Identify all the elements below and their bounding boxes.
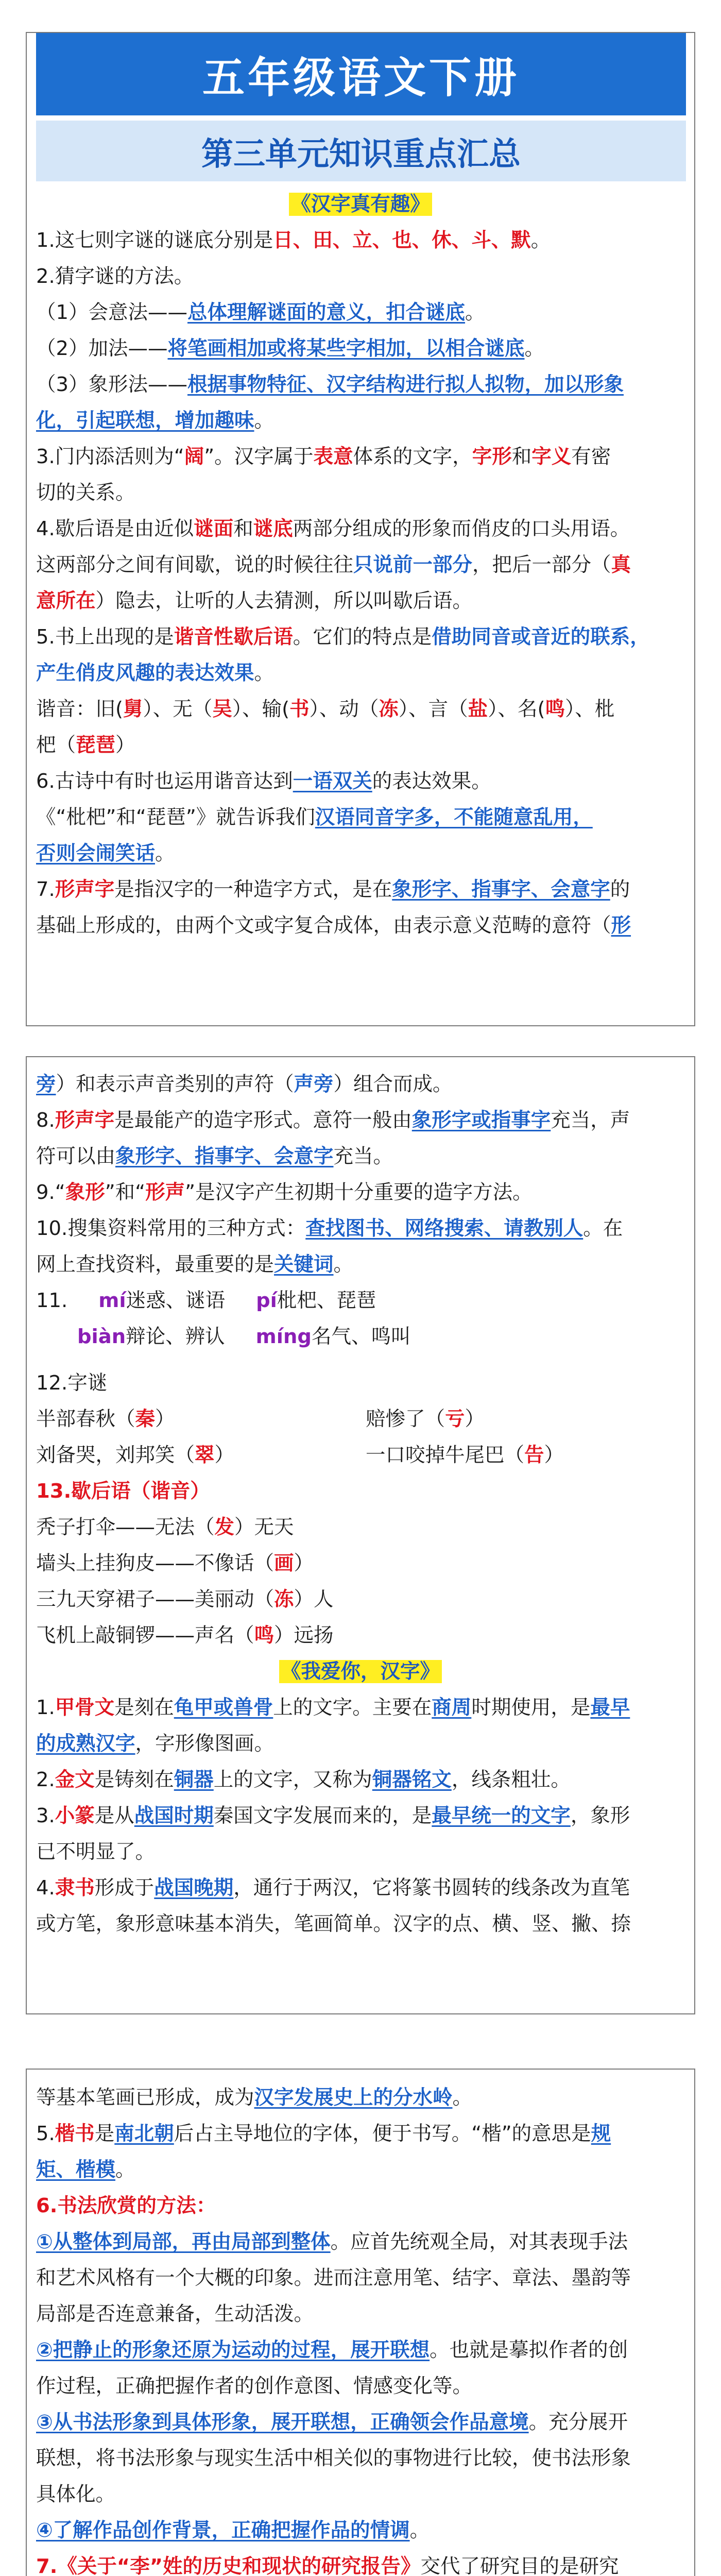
text-line: 1.这七则字谜的谜底分别是日、田、立、也、休、斗、默。 xyxy=(36,229,551,252)
page-1-content xyxy=(36,187,685,944)
section-heading: 《我爱你，汉字》 xyxy=(36,1654,685,1690)
text-line: （2）加法——将笔画相加或将某些字相加，以相合谜底。 xyxy=(36,337,545,360)
text-line: 墙头上挂狗皮——不像话（画） xyxy=(36,1552,314,1575)
text-line: 刘备哭，刘邦笑（翠） 一口咬掉牛尾巴（告） xyxy=(36,1444,564,1467)
text-line: 秃子打伞——无法（发）无天 xyxy=(36,1516,294,1539)
text-line: 3.小篆是从战国时期秦国文字发展而来的，是最早统一的文字，象形 xyxy=(36,1804,630,1827)
text-line: 5.书上出现的是谐音性歇后语。它们的特点是借助同音或音近的联系， xyxy=(36,625,650,649)
text-line: 6.古诗中有时也运用谐音达到一语双关的表达效果。 xyxy=(36,770,491,793)
text-line: 等基本笔画已形成，成为汉字发展史上的分水岭。 xyxy=(36,2086,473,2109)
text-line: 《“枇杷”和“琵琶”》就告诉我们汉语同音字多，不能随意乱用， xyxy=(36,806,593,829)
text-line: 1.甲骨文是刻在龟甲或兽骨上的文字。主要在商周时期使用，是最早 xyxy=(36,1696,630,1719)
text-line: 具体化。 xyxy=(36,2483,116,2506)
text-line: 矩、楷模。 xyxy=(36,2158,135,2181)
text-line: 4.隶书形成于战国晚期，通行于两汉，它将篆书圆转的线条改为直笔 xyxy=(36,1876,630,1900)
text-line: 12.字谜 xyxy=(36,1371,108,1395)
text-line: ①从整体到局部，再由局部到整体。应首先统观全局，对其表现手法 xyxy=(36,2230,628,2253)
text-line: 和艺术风格有一个大概的印象。进而注意用笔、结字、章法、墨韵等 xyxy=(36,2266,631,2290)
text-line: （1）会意法——总体理解谜面的意义，扣合谜底。 xyxy=(36,301,485,324)
text-line: 已不明显了。 xyxy=(36,1840,156,1863)
text-line: 联想，将书法形象与现实生活中相关似的事物进行比较，使书法形象 xyxy=(36,2447,631,2470)
text-line: 否则会闹笑话。 xyxy=(36,842,175,865)
page-2 xyxy=(26,1056,695,2014)
text-line: 基础上形成的，由两个文或字复合成体，由表示意义范畴的意符（形 xyxy=(36,914,631,937)
text-line: 网上查找资料，最重要的是关键词。 xyxy=(36,1253,354,1276)
text-line: 5.楷书是南北朝后占主导地位的字体，便于书写。“楷”的意思是规 xyxy=(36,2122,611,2145)
text-line: 8.形声字是最能产的造字形式。意符一般由象形字或指事字充当，声 xyxy=(36,1109,630,1132)
text-line: 2.猜字谜的方法。 xyxy=(36,265,194,288)
text-line: 飞机上敲铜锣——声名（鸣）远扬 xyxy=(36,1624,334,1647)
text-line: ③从书法形象到具体形象，展开联想，正确领会作品意境。充分展开 xyxy=(36,2411,628,2434)
text-line: 杷（琵琶） xyxy=(36,734,135,757)
text-line: 三九天穿裙子——美丽动（冻）人 xyxy=(36,1588,334,1611)
page-3-content xyxy=(36,2080,685,2576)
text-line: 产生俏皮风趣的表达效果。 xyxy=(36,662,274,685)
text-line: 7.《关于“李”姓的历史和现状的研究报告》交代了研究目的是研究 xyxy=(36,2555,619,2576)
text-line: 旁）和表示声音类别的声符（声旁）组合而成。 xyxy=(36,1073,453,1096)
text-line: 3.门内添活则为“阔”。汉字属于表意体系的文字，字形和字义有密 xyxy=(36,445,611,468)
text-line: 化，引起联想，增加趣味。 xyxy=(36,409,274,432)
page-subtitle: 第三单元知识重点汇总 xyxy=(36,121,686,181)
text-line: 的成熟汉字，字形像图画。 xyxy=(36,1732,274,1755)
text-line: 13.歇后语（谐音） xyxy=(36,1480,210,1503)
text-line: 6.书法欣赏的方法： xyxy=(36,2194,216,2217)
text-line: 2.金文是铸刻在铜器上的文字，又称为铜器铭文，线条粗壮。 xyxy=(36,1768,571,1791)
text-line: 意所在）隐去，让听的人去猜测，所以叫歇后语。 xyxy=(36,589,473,613)
text-line: 局部是否连意兼备，生动活泼。 xyxy=(36,2302,314,2326)
text-line: 7.形声字是指汉字的一种造字方式，是在象形字、指事字、会意字的 xyxy=(36,878,630,901)
text-line: 10.搜集资料常用的三种方式：查找图书、网络搜索、请教别人。在 xyxy=(36,1217,623,1240)
text-line: 9.“象形”和“形声”是汉字产生初期十分重要的造字方法。 xyxy=(36,1181,533,1204)
text-line: 半部春秋（秦） 赔惨了（亏） xyxy=(36,1408,485,1431)
text-line: biàn辩论、辨认 míng名气、鸣叫 xyxy=(77,1325,411,1348)
text-line: 4.歇后语是由近似谜面和谜底两部分组成的形象而俏皮的口头用语。 xyxy=(36,517,630,540)
text-line: 谐音：旧(舅）、无（吴）、输(书）、动（冻）、言（盐）、名(鸣）、枇 xyxy=(36,698,615,721)
page-2-content xyxy=(36,1066,685,1942)
text-line: （3）象形法——根据事物特征、汉字结构进行拟人拟物，加以形象 xyxy=(36,373,624,396)
text-line: ②把静止的形象还原为运动的过程，展开联想。也就是摹拟作者的创 xyxy=(36,2338,628,2362)
text-line: 或方笔，象形意味基本消失，笔画简单。汉字的点、横、竖、撇、捺 xyxy=(36,1912,631,1936)
page-3 xyxy=(26,2069,695,2576)
text-line: 切的关系。 xyxy=(36,481,135,504)
text-line: ④了解作品创作背景，正确把握作品的情调。 xyxy=(36,2519,430,2542)
text-line: 符可以由象形字、指事字、会意字充当。 xyxy=(36,1145,393,1168)
text-line: 11. mí迷惑、谜语 pí枇杷、琵琶 xyxy=(36,1289,376,1312)
text-line: 作过程，正确把握作者的创作意图、情感变化等。 xyxy=(36,2375,473,2398)
page-title: 五年级语文下册 xyxy=(36,33,686,115)
page-1 xyxy=(26,32,695,1026)
text-line: 这两部分之间有间歇，说的时候往往只说前一部分，把后一部分（真 xyxy=(36,553,631,577)
section-heading: 《汉字真有趣》 xyxy=(36,187,685,223)
